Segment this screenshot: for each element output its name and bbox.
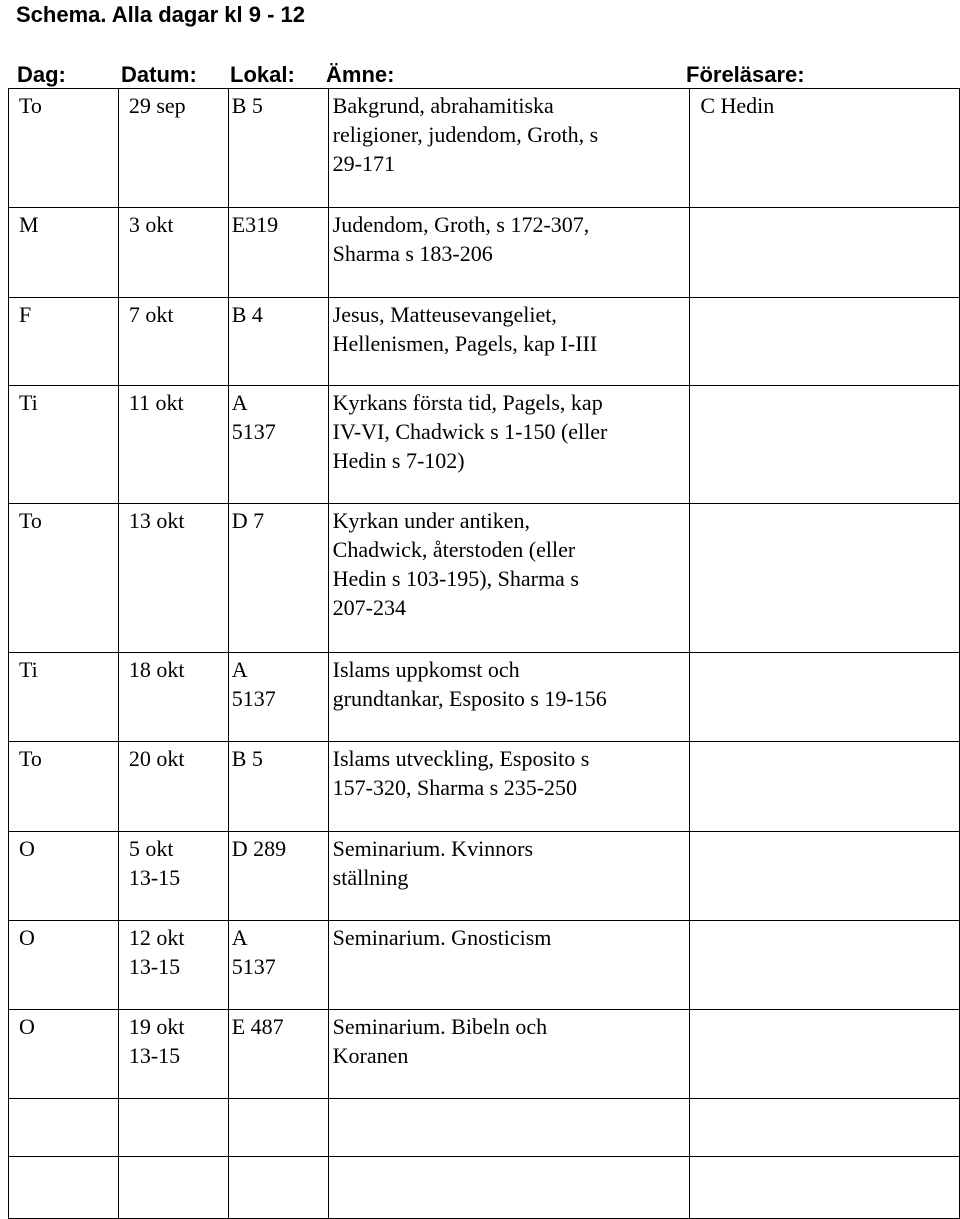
lokal-text: B 5	[231, 93, 263, 118]
dag-text: M	[19, 212, 39, 237]
cell-lokal	[228, 386, 328, 504]
dag-text: Ti	[19, 657, 38, 682]
cell-amne	[328, 1010, 690, 1099]
dag-text: To	[19, 746, 42, 771]
table-row	[9, 298, 960, 386]
lokal-text: D 289	[231, 836, 287, 861]
cell-lokal	[228, 921, 328, 1010]
cell-amne	[328, 921, 690, 1010]
cell-forelasare	[690, 504, 960, 653]
amne-text: Seminarium. Kvinnors ställning	[332, 836, 534, 890]
header-datum: Datum:	[121, 62, 197, 87]
cell-lokal	[228, 1099, 328, 1157]
cell-dag	[9, 89, 119, 208]
cell-dag	[9, 208, 119, 298]
column-headers	[0, 62, 960, 90]
cell-amne	[328, 1157, 690, 1219]
datum-text: 5 okt 13-15	[128, 836, 181, 890]
table-row	[9, 742, 960, 832]
cell-dag	[9, 832, 119, 921]
cell-dag	[9, 1010, 119, 1099]
lokal-text: B 4	[231, 302, 263, 327]
cell-datum	[118, 1010, 228, 1099]
table-row	[9, 208, 960, 298]
lokal-text: A 5137	[231, 390, 276, 444]
cell-lokal	[228, 742, 328, 832]
forelasare-text: C Hedin	[700, 93, 775, 118]
cell-lokal	[228, 298, 328, 386]
cell-datum	[118, 742, 228, 832]
cell-forelasare	[690, 89, 960, 208]
forelasare-text	[690, 1010, 959, 1012]
forelasare-text	[690, 386, 959, 388]
cell-lokal	[228, 653, 328, 742]
cell-lokal	[228, 504, 328, 653]
cell-dag	[9, 1157, 119, 1219]
schedule-table	[8, 88, 960, 1219]
cell-datum	[118, 208, 228, 298]
cell-datum	[118, 1099, 228, 1157]
cell-amne	[328, 653, 690, 742]
table-row	[9, 832, 960, 921]
cell-dag	[9, 1099, 119, 1157]
amne-text: Kyrkan under antiken, Chadwick, återstoden (eller Hedin s 103-195), Sharma s 207-234	[332, 508, 579, 620]
dag-text	[9, 1157, 118, 1159]
cell-amne	[328, 208, 690, 298]
cell-forelasare	[690, 921, 960, 1010]
table-row	[9, 921, 960, 1010]
datum-text: 19 okt 13-15	[128, 1014, 185, 1068]
cell-amne	[328, 832, 690, 921]
datum-text: 13 okt	[128, 508, 185, 533]
cell-forelasare	[690, 208, 960, 298]
datum-text	[119, 1157, 228, 1159]
cell-lokal	[228, 89, 328, 208]
amne-text: Islams uppkomst och grundtankar, Esposito s 19-156	[332, 657, 607, 711]
datum-text: 20 okt	[128, 746, 185, 771]
cell-amne	[328, 386, 690, 504]
cell-datum	[118, 653, 228, 742]
cell-forelasare	[690, 742, 960, 832]
cell-datum	[118, 89, 228, 208]
table-row	[9, 653, 960, 742]
table-row	[9, 1157, 960, 1219]
lokal-text	[229, 1099, 328, 1101]
dag-text: O	[19, 1014, 35, 1039]
lokal-text: A 5137	[231, 925, 276, 979]
datum-text: 11 okt	[128, 390, 184, 415]
table-row	[9, 504, 960, 653]
cell-datum	[118, 504, 228, 653]
amne-text: Islams utveckling, Esposito s 157-320, Sharma s 235-250	[332, 746, 590, 800]
amne-text	[329, 1099, 690, 1101]
dag-text	[9, 1099, 118, 1101]
cell-forelasare	[690, 653, 960, 742]
cell-datum	[118, 298, 228, 386]
forelasare-text	[690, 504, 959, 506]
dag-text: O	[19, 925, 35, 950]
lokal-text: E 487	[231, 1014, 284, 1039]
forelasare-text	[690, 742, 959, 744]
cell-lokal	[228, 832, 328, 921]
amne-text: Kyrkans första tid, Pagels, kap IV-VI, Chadwick s 1-150 (eller Hedin s 7-102)	[332, 390, 608, 473]
amne-text: Judendom, Groth, s 172-307, Sharma s 183-206	[332, 212, 590, 266]
lokal-text: E319	[231, 212, 279, 237]
cell-datum	[118, 386, 228, 504]
page-title: Schema. Alla dagar kl 9 - 12	[16, 2, 305, 27]
cell-dag	[9, 504, 119, 653]
amne-text: Jesus, Matteusevangeliet, Hellenismen, Pagels, kap I-III	[332, 302, 598, 356]
datum-text: 3 okt	[128, 212, 174, 237]
forelasare-text	[690, 1099, 959, 1101]
lokal-text: B 5	[231, 746, 263, 771]
header-amne: Ämne:	[326, 62, 395, 87]
dag-text: To	[19, 508, 42, 533]
header-lokal: Lokal:	[230, 62, 295, 87]
amne-text: Seminarium. Bibeln och Koranen	[332, 1014, 548, 1068]
lokal-text: D 7	[231, 508, 265, 533]
cell-dag	[9, 921, 119, 1010]
table-row	[9, 386, 960, 504]
datum-text: 18 okt	[128, 657, 185, 682]
cell-forelasare	[690, 1157, 960, 1219]
dag-text: Ti	[19, 390, 38, 415]
dag-text: To	[19, 93, 42, 118]
cell-amne	[328, 298, 690, 386]
cell-datum	[118, 832, 228, 921]
header-forelasare: Föreläsare:	[686, 62, 805, 87]
cell-amne	[328, 89, 690, 208]
dag-text: O	[19, 836, 35, 861]
cell-dag	[9, 653, 119, 742]
amne-text: Bakgrund, abrahamitiska religioner, judendom, Groth, s 29-171	[332, 93, 599, 176]
cell-forelasare	[690, 1099, 960, 1157]
cell-lokal	[228, 208, 328, 298]
amne-text: Seminarium. Gnosticism	[332, 925, 552, 950]
cell-forelasare	[690, 1010, 960, 1099]
lokal-text	[229, 1157, 328, 1159]
forelasare-text	[690, 208, 959, 210]
datum-text: 29 sep	[128, 93, 186, 118]
datum-text	[119, 1099, 228, 1101]
forelasare-text	[690, 832, 959, 834]
table-row	[9, 89, 960, 208]
datum-text: 12 okt 13-15	[128, 925, 185, 979]
forelasare-text	[690, 1157, 959, 1159]
lokal-text: A 5137	[231, 657, 276, 711]
cell-datum	[118, 921, 228, 1010]
cell-forelasare	[690, 832, 960, 921]
cell-amne	[328, 742, 690, 832]
cell-lokal	[228, 1157, 328, 1219]
cell-amne	[328, 1099, 690, 1157]
cell-dag	[9, 742, 119, 832]
datum-text: 7 okt	[128, 302, 174, 327]
cell-lokal	[228, 1010, 328, 1099]
table-row	[9, 1099, 960, 1157]
forelasare-text	[690, 653, 959, 655]
cell-forelasare	[690, 386, 960, 504]
forelasare-text	[690, 921, 959, 923]
cell-datum	[118, 1157, 228, 1219]
header-dag: Dag:	[17, 62, 66, 87]
cell-amne	[328, 504, 690, 653]
cell-dag	[9, 386, 119, 504]
cell-dag	[9, 298, 119, 386]
cell-forelasare	[690, 298, 960, 386]
amne-text	[329, 1157, 690, 1159]
forelasare-text	[690, 298, 959, 300]
dag-text: F	[19, 302, 32, 327]
table-row	[9, 1010, 960, 1099]
